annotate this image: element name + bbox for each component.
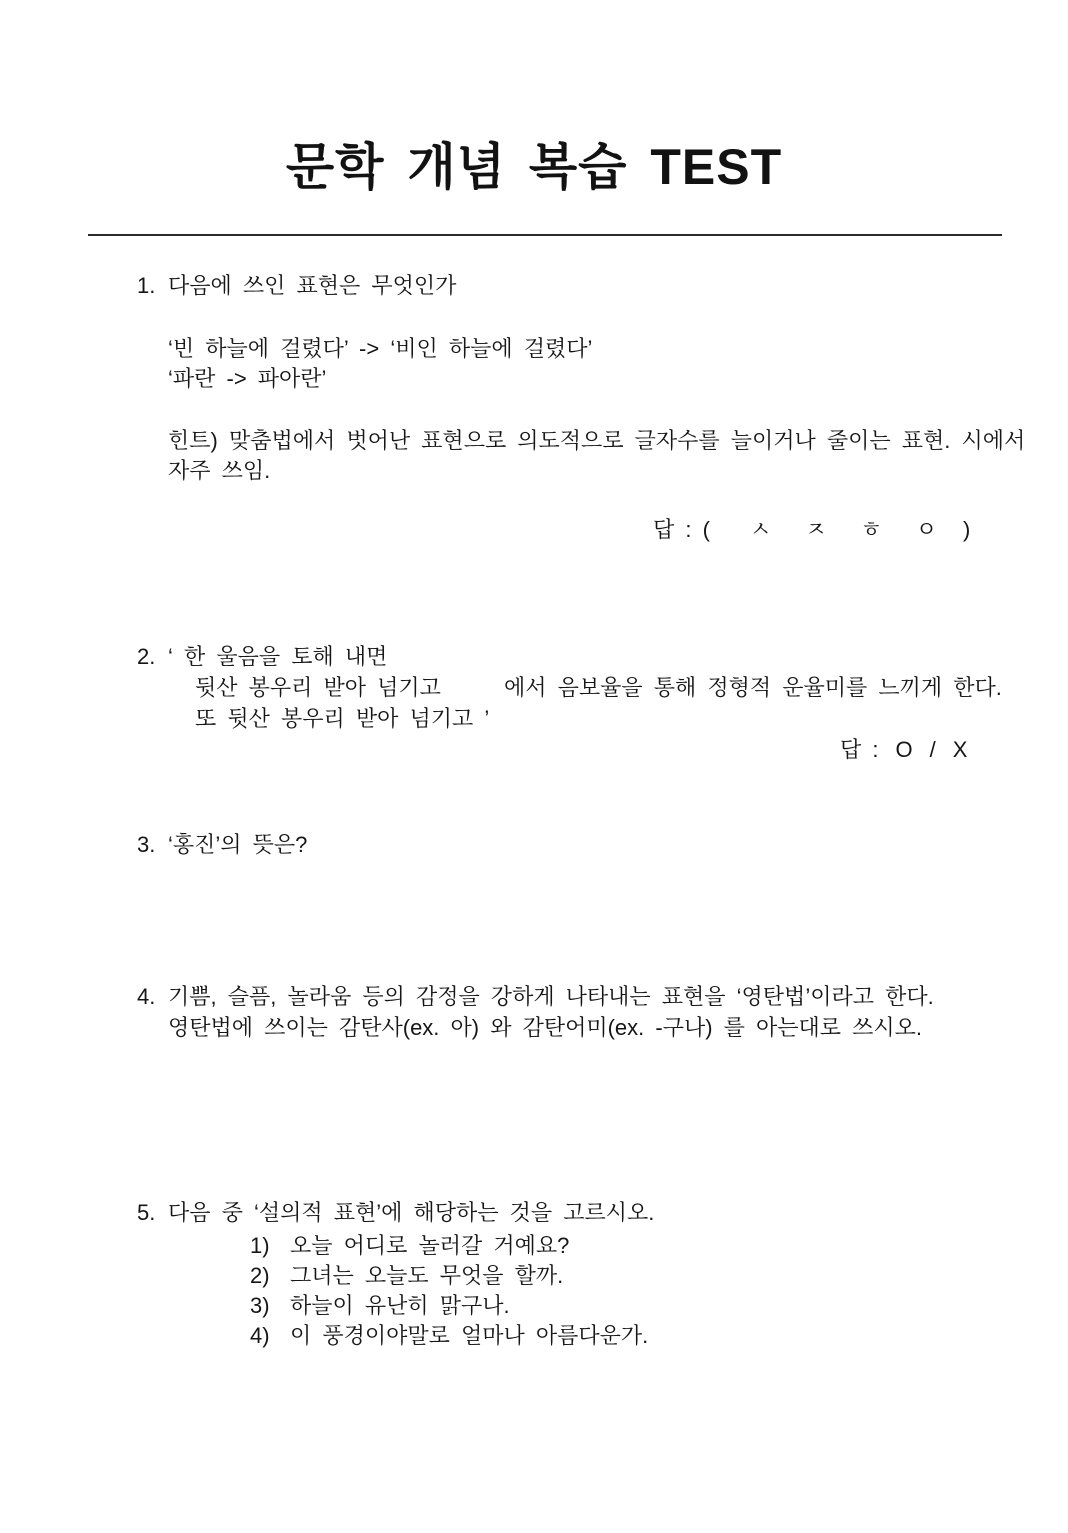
question-3-prompt: ‘홍진’의 뜻은? — [168, 832, 308, 857]
answer-option-x: X — [952, 737, 968, 762]
answer-jamo-4: ㅇ — [915, 517, 937, 542]
answer-option-o: O — [895, 737, 913, 762]
question-4-line-2: 영탄법에 쓰이는 감탄사(ex. 아) 와 감탄어미(ex. -구나) 를 아는대로 쓰시오. — [168, 1015, 923, 1040]
option-4-number: 4) — [250, 1323, 270, 1348]
option-3-text: 하늘이 유난히 맑구나. — [290, 1293, 510, 1318]
question-5-number: 5. — [137, 1200, 156, 1225]
question-1-number: 1. — [137, 273, 156, 298]
question-1-hint — [168, 426, 1025, 486]
question-1-prompt: 다음에 쓰인 표현은 무엇인가 — [168, 273, 457, 298]
question-2-verse-line-2: 뒷산 봉우리 받아 넘기고 — [195, 675, 441, 700]
question-4 — [137, 981, 934, 1043]
question-2-statement: 에서 음보율을 통해 정형적 운율미를 느끼게 한다. — [504, 675, 1002, 700]
question-1-example-1: ‘빈 하늘에 걸렸다’ -> ‘비인 하늘에 걸렸다’ — [168, 336, 593, 361]
question-3 — [137, 830, 307, 860]
answer-label: 답 : — [840, 737, 879, 762]
question-1 — [137, 271, 1025, 545]
question-5-option-4 — [250, 1321, 654, 1351]
question-1-example-2: ‘파란 -> 파아란’ — [168, 366, 327, 391]
question-3-number: 3. — [137, 832, 156, 857]
question-1-hint-line-1: 힌트) 맞춤법에서 벗어난 표현으로 의도적으로 글자수를 늘이거나 줄이는 표현. 시에서 — [168, 428, 1026, 453]
question-2 — [137, 641, 1002, 765]
answer-slash: / — [929, 737, 936, 762]
question-5-option-3 — [250, 1291, 654, 1321]
question-2-verse-line-1: ‘ 한 울음을 토해 내면 — [168, 644, 388, 669]
answer-label: 답 : ( — [653, 517, 710, 542]
question-2-number: 2. — [137, 644, 156, 669]
question-5-option-2 — [250, 1261, 654, 1291]
question-5 — [137, 1198, 654, 1351]
question-1-answer-blank — [653, 515, 1025, 545]
question-1-hint-line-2: 자주 쓰임. — [168, 458, 271, 483]
question-2-verse-line-3: 또 뒷산 봉우리 받아 넘기고 ’ — [195, 706, 490, 731]
answer-paren-close: ) — [962, 517, 971, 542]
question-5-prompt: 다음 중 ‘설의적 표현’에 해당하는 것을 고르시오. — [168, 1200, 655, 1225]
option-1-number: 1) — [250, 1233, 270, 1258]
option-4-text: 이 풍경이야말로 얼마나 아름다운가. — [290, 1323, 649, 1348]
question-5-option-1 — [250, 1231, 654, 1261]
question-4-number: 4. — [137, 984, 156, 1009]
question-1-examples — [168, 334, 1025, 394]
question-4-line-1: 기쁨, 슬픔, 놀라움 등의 감정을 강하게 나타내는 표현을 ‘영탄법’이라고 한다. — [168, 984, 934, 1009]
option-2-text: 그녀는 오늘도 무엇을 할까. — [290, 1263, 564, 1288]
question-5-options — [250, 1231, 654, 1351]
answer-jamo-2: ㅈ — [805, 517, 827, 542]
title-divider — [88, 234, 1002, 236]
option-3-number: 3) — [250, 1293, 270, 1318]
answer-jamo-3: ㅎ — [860, 517, 882, 542]
question-2-answer — [840, 734, 967, 765]
answer-jamo-1: ㅅ — [749, 517, 772, 542]
option-2-number: 2) — [250, 1263, 270, 1288]
page-title: 문학 개념 복습 TEST — [285, 139, 783, 195]
option-1-text: 오늘 어디로 놀러갈 거예요? — [290, 1233, 570, 1258]
